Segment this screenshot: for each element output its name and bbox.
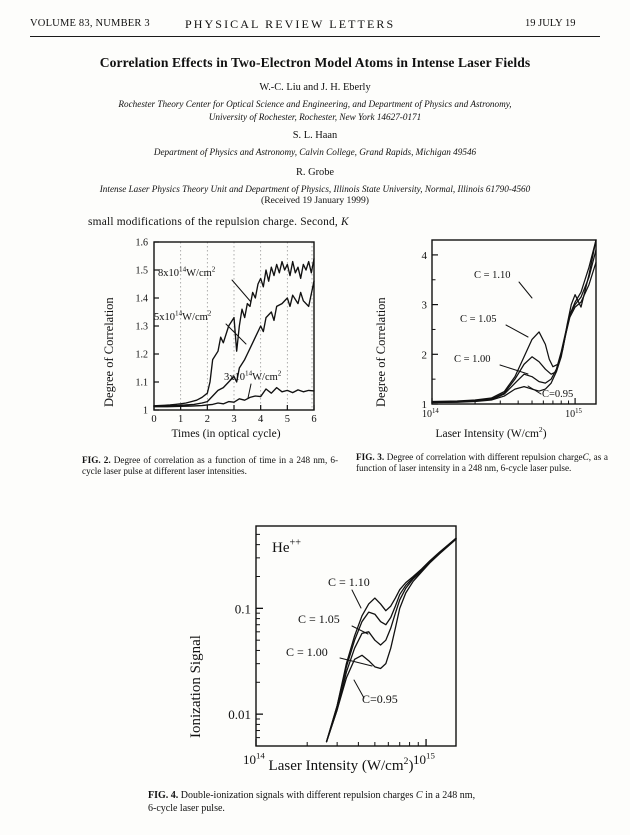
figure-4 — [176, 508, 476, 783]
fig3-series-label-c110: C = 1.10 — [474, 270, 511, 281]
page-title: Correlation Effects in Two-Electron Model Atoms in Intense Laser Fields — [99, 55, 531, 70]
figure-2-caption — [82, 455, 338, 478]
fig4-y-tick: 0.01 — [228, 707, 251, 723]
fig2-caption-text: Degree of correlation as a function of time in a 248 nm, 6-cycle laser pulse at different laser intensities. — [82, 455, 339, 477]
affiliation-1-line1: Rochester Theory Center for Optical Science and Engineering, and Department of Physics and Astronomy, — [118, 99, 512, 109]
fig3-x-tick: $10^{15}$ — [565, 407, 582, 420]
fig2-y-tick: 1 — [143, 405, 148, 417]
fig4-caption-label: FIG. 4. — [148, 790, 179, 801]
fig4-x-axis-label: Laser Intensity $(W/cm^2)$ — [268, 756, 414, 774]
fig4-series-label-c100: C = 1.00 — [286, 645, 328, 659]
fig3-y-tick: 1 — [421, 399, 427, 411]
running-header — [30, 18, 630, 36]
fig4-series-label-c105: C = 1.05 — [298, 612, 340, 626]
fig4-y-axis-label: Ionization Signal — [188, 635, 204, 738]
fig2-y-tick: 1.4 — [135, 293, 148, 305]
figure-4-caption — [148, 790, 478, 815]
fig4-caption-text-2: in a 248 nm, 6-cycle laser pulse. — [148, 790, 476, 814]
fig3-plot — [356, 232, 606, 447]
fig2-x-tick: 4 — [258, 414, 264, 425]
figure-3-caption — [356, 452, 608, 475]
fig2-y-tick: 1.5 — [135, 265, 148, 277]
fig3-y-tick: 3 — [421, 299, 427, 312]
affiliation-1-line2: University of Rochester, Rochester, New York 14627-0171 — [208, 111, 422, 122]
fig2-y-tick: 1.1 — [135, 377, 148, 389]
fig3-caption-label: FIG. 3. — [356, 452, 385, 462]
fig4-x-tick: $10^{14}$ — [243, 750, 265, 767]
fig4-series-label-c095: C=0.95 — [362, 692, 398, 706]
fig2-y-tick: 1.3 — [135, 321, 148, 333]
fig2-y-axis-label: Degree of Correlation — [102, 297, 116, 407]
fig2-x-tick: 1 — [178, 414, 184, 425]
affiliation-1 — [0, 98, 630, 123]
fig2-series-label-3e14: $3x10^{14}W/cm^2$ — [224, 369, 282, 383]
affiliation-3: Intense Laser Physics Theory Unit and Department of Physics, Illinois State University, Normal, Illinois 61790-4560 — [99, 184, 531, 194]
fig3-y-tick: 4 — [421, 249, 427, 262]
fig2-x-tick: 6 — [311, 414, 317, 425]
fig4-series-label-c110: C = 1.10 — [328, 575, 370, 589]
fig3-caption-text-2: , as a function of laser intensity in a 248 nm, 6-cycle laser pulse. — [356, 452, 608, 474]
fig2-x-axis-label: Times (in optical cycle) — [171, 428, 281, 440]
fig4-x-tick: $10^{15}$ — [413, 750, 435, 767]
figure-3 — [356, 232, 606, 447]
fig2-x-tick: 2 — [204, 414, 210, 425]
affiliation-2: Department of Physics and Astronomy, Calvin College, Grand Rapids, Michigan 49546 — [153, 147, 477, 157]
fig2-x-tick: 3 — [231, 414, 237, 425]
fig3-y-tick: 2 — [421, 349, 427, 362]
fig3-caption-symbol: C — [582, 452, 589, 462]
body-text-run: small modifications of the repulsion charge. Second, — [88, 216, 342, 228]
body-text-symbol: K — [341, 216, 349, 228]
fig3-series-label-c105: C = 1.05 — [460, 314, 497, 325]
journal-name: PHYSICAL REVIEW LETTERS — [185, 17, 396, 31]
volume-number: VOLUME 83, NUMBER 3 — [30, 18, 150, 29]
fig2-series-label-5e14: $5x10^{14}W/cm^2$ — [154, 309, 212, 323]
fig4-y-tick: 0.1 — [234, 601, 251, 617]
fig2-x-tick: 5 — [284, 414, 290, 425]
issue-date: 19 JULY 19 — [525, 18, 576, 29]
fig3-series-label-c100: C = 1.00 — [454, 354, 491, 365]
fig3-caption-text-1: Degree of correlation with different repulsion charge — [386, 452, 583, 462]
fig3-x-axis-label: Laser Intensity $(W/cm^2)$ — [435, 425, 547, 440]
fig3-series-label-c095: C=0.95 — [542, 389, 574, 400]
received-date: (Received 19 January 1999) — [261, 195, 369, 206]
fig3-x-tick: $10^{14}$ — [422, 407, 439, 420]
fig4-plot — [176, 508, 476, 783]
author-group-2: S. L. Haan — [292, 130, 338, 141]
fig2-y-tick: 1.6 — [135, 237, 148, 249]
figure-2 — [96, 232, 326, 447]
fig2-x-tick: 0 — [151, 414, 157, 425]
fig4-caption-text-1: Double-ionization signals with different repulsion charges — [180, 790, 414, 801]
fig2-y-tick: 1.2 — [135, 349, 148, 361]
author-group-1: W.-C. Liu and J. H. Eberly — [259, 82, 371, 93]
author-group-3: R. Grobe — [295, 167, 335, 178]
fig2-series-label-8e14: $8x10^{14}W/cm^2$ — [158, 265, 216, 279]
fig4-caption-symbol: C — [415, 790, 423, 801]
fig2-plot — [96, 232, 326, 447]
header-rule — [30, 36, 600, 37]
fig3-y-axis-label: Degree of Correlation — [374, 297, 388, 407]
fig4-panel-label: He++ — [272, 537, 301, 556]
body-text-fragment — [88, 216, 349, 228]
fig2-caption-label: FIG. 2. — [82, 455, 111, 465]
